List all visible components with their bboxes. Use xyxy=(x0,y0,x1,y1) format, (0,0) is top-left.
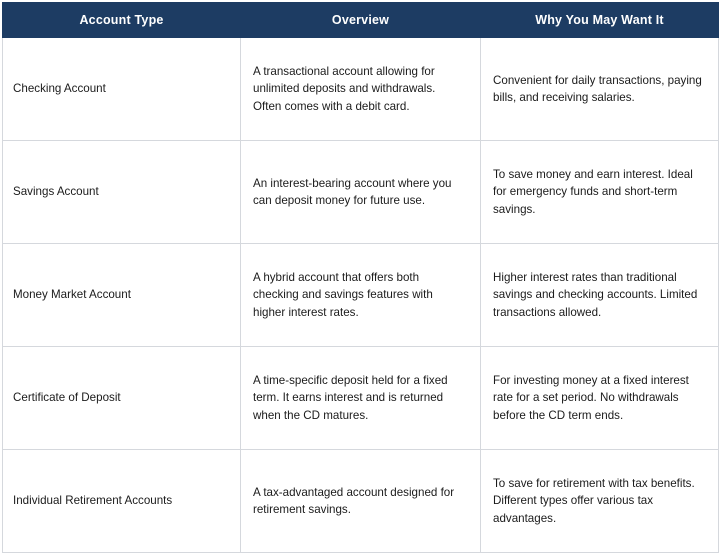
table-row xyxy=(3,244,719,347)
column-header-why-you-may-want-it: Why You May Want It xyxy=(481,3,719,38)
cell-overview: An interest-bearing account where you can deposit money for future use. xyxy=(241,141,481,244)
cell-overview: A transactional account allowing for unlimited deposits and withdrawals. Often comes with a debit card. xyxy=(241,38,481,141)
cell-overview: A tax-advantaged account designed for retirement savings. xyxy=(241,450,481,553)
table-row xyxy=(3,450,719,553)
cell-why: To save money and earn interest. Ideal for emergency funds and short-term savings. xyxy=(481,141,719,244)
cell-account-type: Checking Account xyxy=(3,38,241,141)
cell-why: For investing money at a fixed interest rate for a set period. No withdrawals before the CD term ends. xyxy=(481,347,719,450)
table-header-row xyxy=(3,3,719,38)
table-row xyxy=(3,38,719,141)
table-row xyxy=(3,141,719,244)
cell-account-type: Savings Account xyxy=(3,141,241,244)
cell-why: Higher interest rates than traditional savings and checking accounts. Limited transactions allowed. xyxy=(481,244,719,347)
cell-account-type: Individual Retirement Accounts xyxy=(3,450,241,553)
cell-account-type: Money Market Account xyxy=(3,244,241,347)
cell-overview: A time-specific deposit held for a fixed term. It earns interest and is returned when the CD matures. xyxy=(241,347,481,450)
cell-why: To save for retirement with tax benefits. Different types offer various tax advantages. xyxy=(481,450,719,553)
table-body xyxy=(3,38,719,553)
cell-overview: A hybrid account that offers both checking and savings features with higher interest rates. xyxy=(241,244,481,347)
cell-why: Convenient for daily transactions, paying bills, and receiving salaries. xyxy=(481,38,719,141)
table-row xyxy=(3,347,719,450)
account-types-table xyxy=(2,2,719,553)
table-header xyxy=(3,3,719,38)
cell-account-type: Certificate of Deposit xyxy=(3,347,241,450)
column-header-overview: Overview xyxy=(241,3,481,38)
column-header-account-type: Account Type xyxy=(3,3,241,38)
